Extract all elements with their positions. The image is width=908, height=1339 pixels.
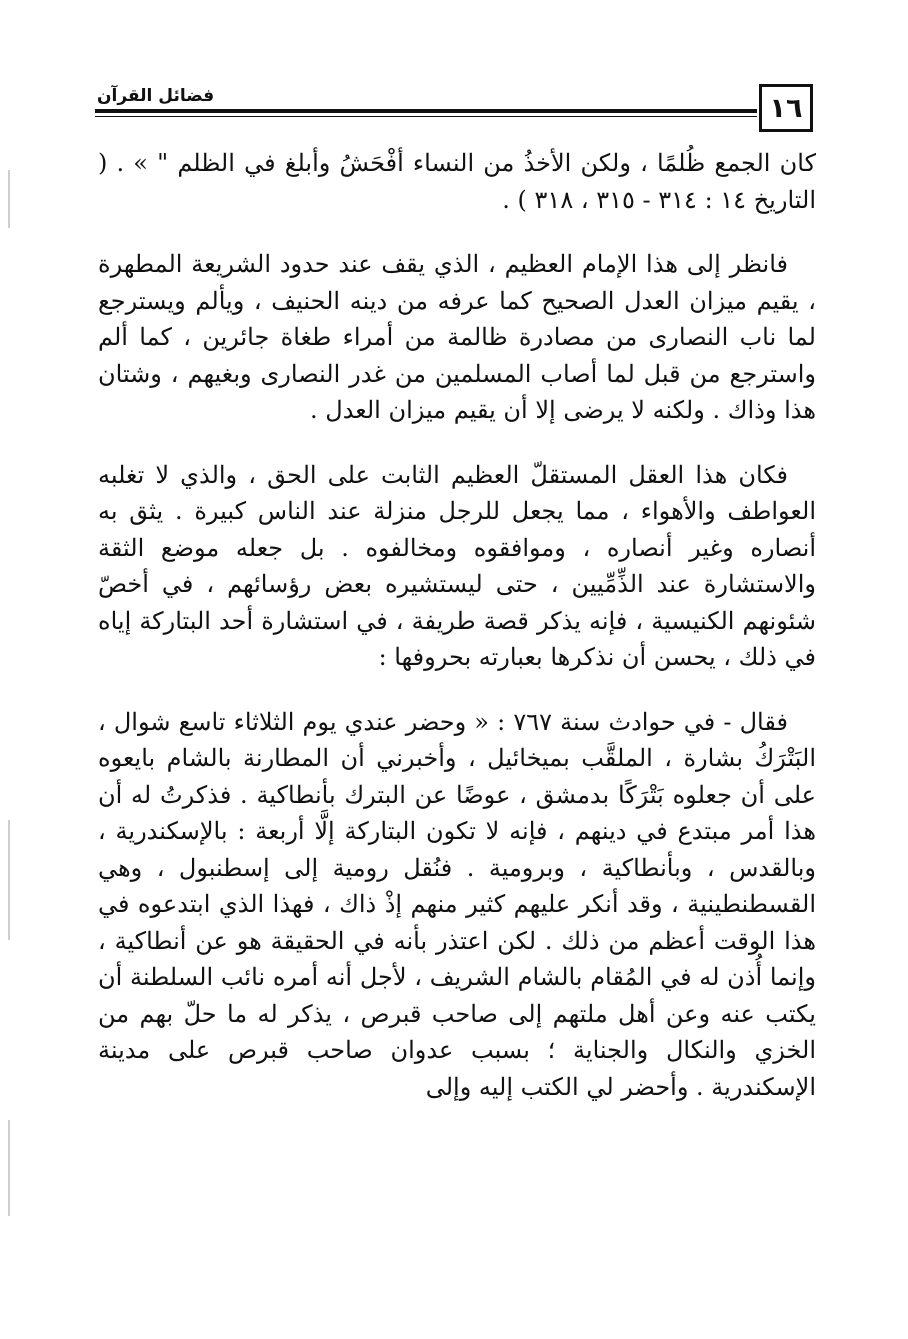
header-rule-thick (95, 109, 757, 113)
paragraph-imam-justice: فانظر إلى هذا الإمام العظيم ، الذي يقف عند حدود الشريعة المطهرة ، يقيم ميزان العدل الصحيح كما عرفه من دينه الحنيف ، ويألم ويسترجع لما ناب النصارى من مصادرة ظالمة من أمراء طغاة جائرين ، كما ألم واسترجع من قبل لما أصاب المسلمين من غدر النصارى وبغيهم ، وشتان هذا وذاك . ولكنه لا يرضى إلا أن يقيم ميزان العدل . (98, 250, 816, 424)
paragraph-quote-ending: كان الجمع ظُلمًا ، ولكن الأخذُ من النساء أفْحَشُ وأبلغ في الظلم " » . ( التاريخ ١٤ : ٣١٤ - ٣١٥ ، ٣١٨ ) . (98, 149, 816, 214)
page-body (98, 145, 816, 1275)
scan-edge-mark (8, 820, 10, 940)
header-rule-thin (95, 116, 757, 117)
paragraph-independent-mind: فكان هذا العقل المستقلّ العظيم الثابت على الحق ، والذي لا تغلبه العواطف والأهواء ، مما يجعل للرجل منزلة عند الناس كبيرة . يثق به أنصاره وغير أنصاره ، وموافقوه ومخالفوه . بل جعله موضع الثقة والاستشارة عند الذِّمِّيين ، حتى ليستشيره بعض رؤسائهم ، في أخصّ شئونهم الكنيسية ، فإنه يذكر قصة طريفة ، في استشارة أحد البتاركة إياه في ذلك ، يحسن أن نذكرها بعبارته بحروفها : (98, 460, 816, 671)
page-header (95, 82, 813, 140)
page-number: ١٦ (759, 84, 813, 132)
scan-edge-mark (8, 1120, 10, 1216)
scan-edge-mark (8, 170, 10, 228)
book-title: فضائل القرآن (97, 86, 215, 106)
paragraph-patriarch-account: فقال - في حوادث سنة ٧٦٧ : « وحضر عندي يوم الثلاثاء تاسع شوال ، البَتْرَكُ بشارة ، الملقَّب بميخائيل ، وأخبرني أن المطارنة بالشام بايعوه على أن جعلوه بَتْرَكًا بدمشق ، عوضًا عن البترك بأنطاكية . فذكرتُ له أن هذا أمر مبتدع في دينهم ، فإنه لا تكون البتاركة إلَّا أربعة : بالإسكندرية ، وبالقدس ، وبأنطاكية ، وبرومية . فنُقل رومية إلى إسطنبول ، وهي القسطنطينية ، وقد أنكر عليهم كثير منهم إذْ ذاك ، فهذا الذي ابتدعوه في هذا الوقت أعظم من ذلك . لكن اعتذر بأنه في الحقيقة هو عن أنطاكية ، وإنما أُذن له في المُقام بالشام الشريف ، لأجل أنه أمره نائب السلطنة أن يكتب عنه وعن أهل ملتهم إلى صاحب قبرص ، يذكر له ما حلّ بهم من الخزي والنكال والجناية ؛ بسبب عدوان صاحب قبرص على مدينة الإسكندرية . وأحضر لي الكتب إليه وإلى (98, 707, 816, 1101)
